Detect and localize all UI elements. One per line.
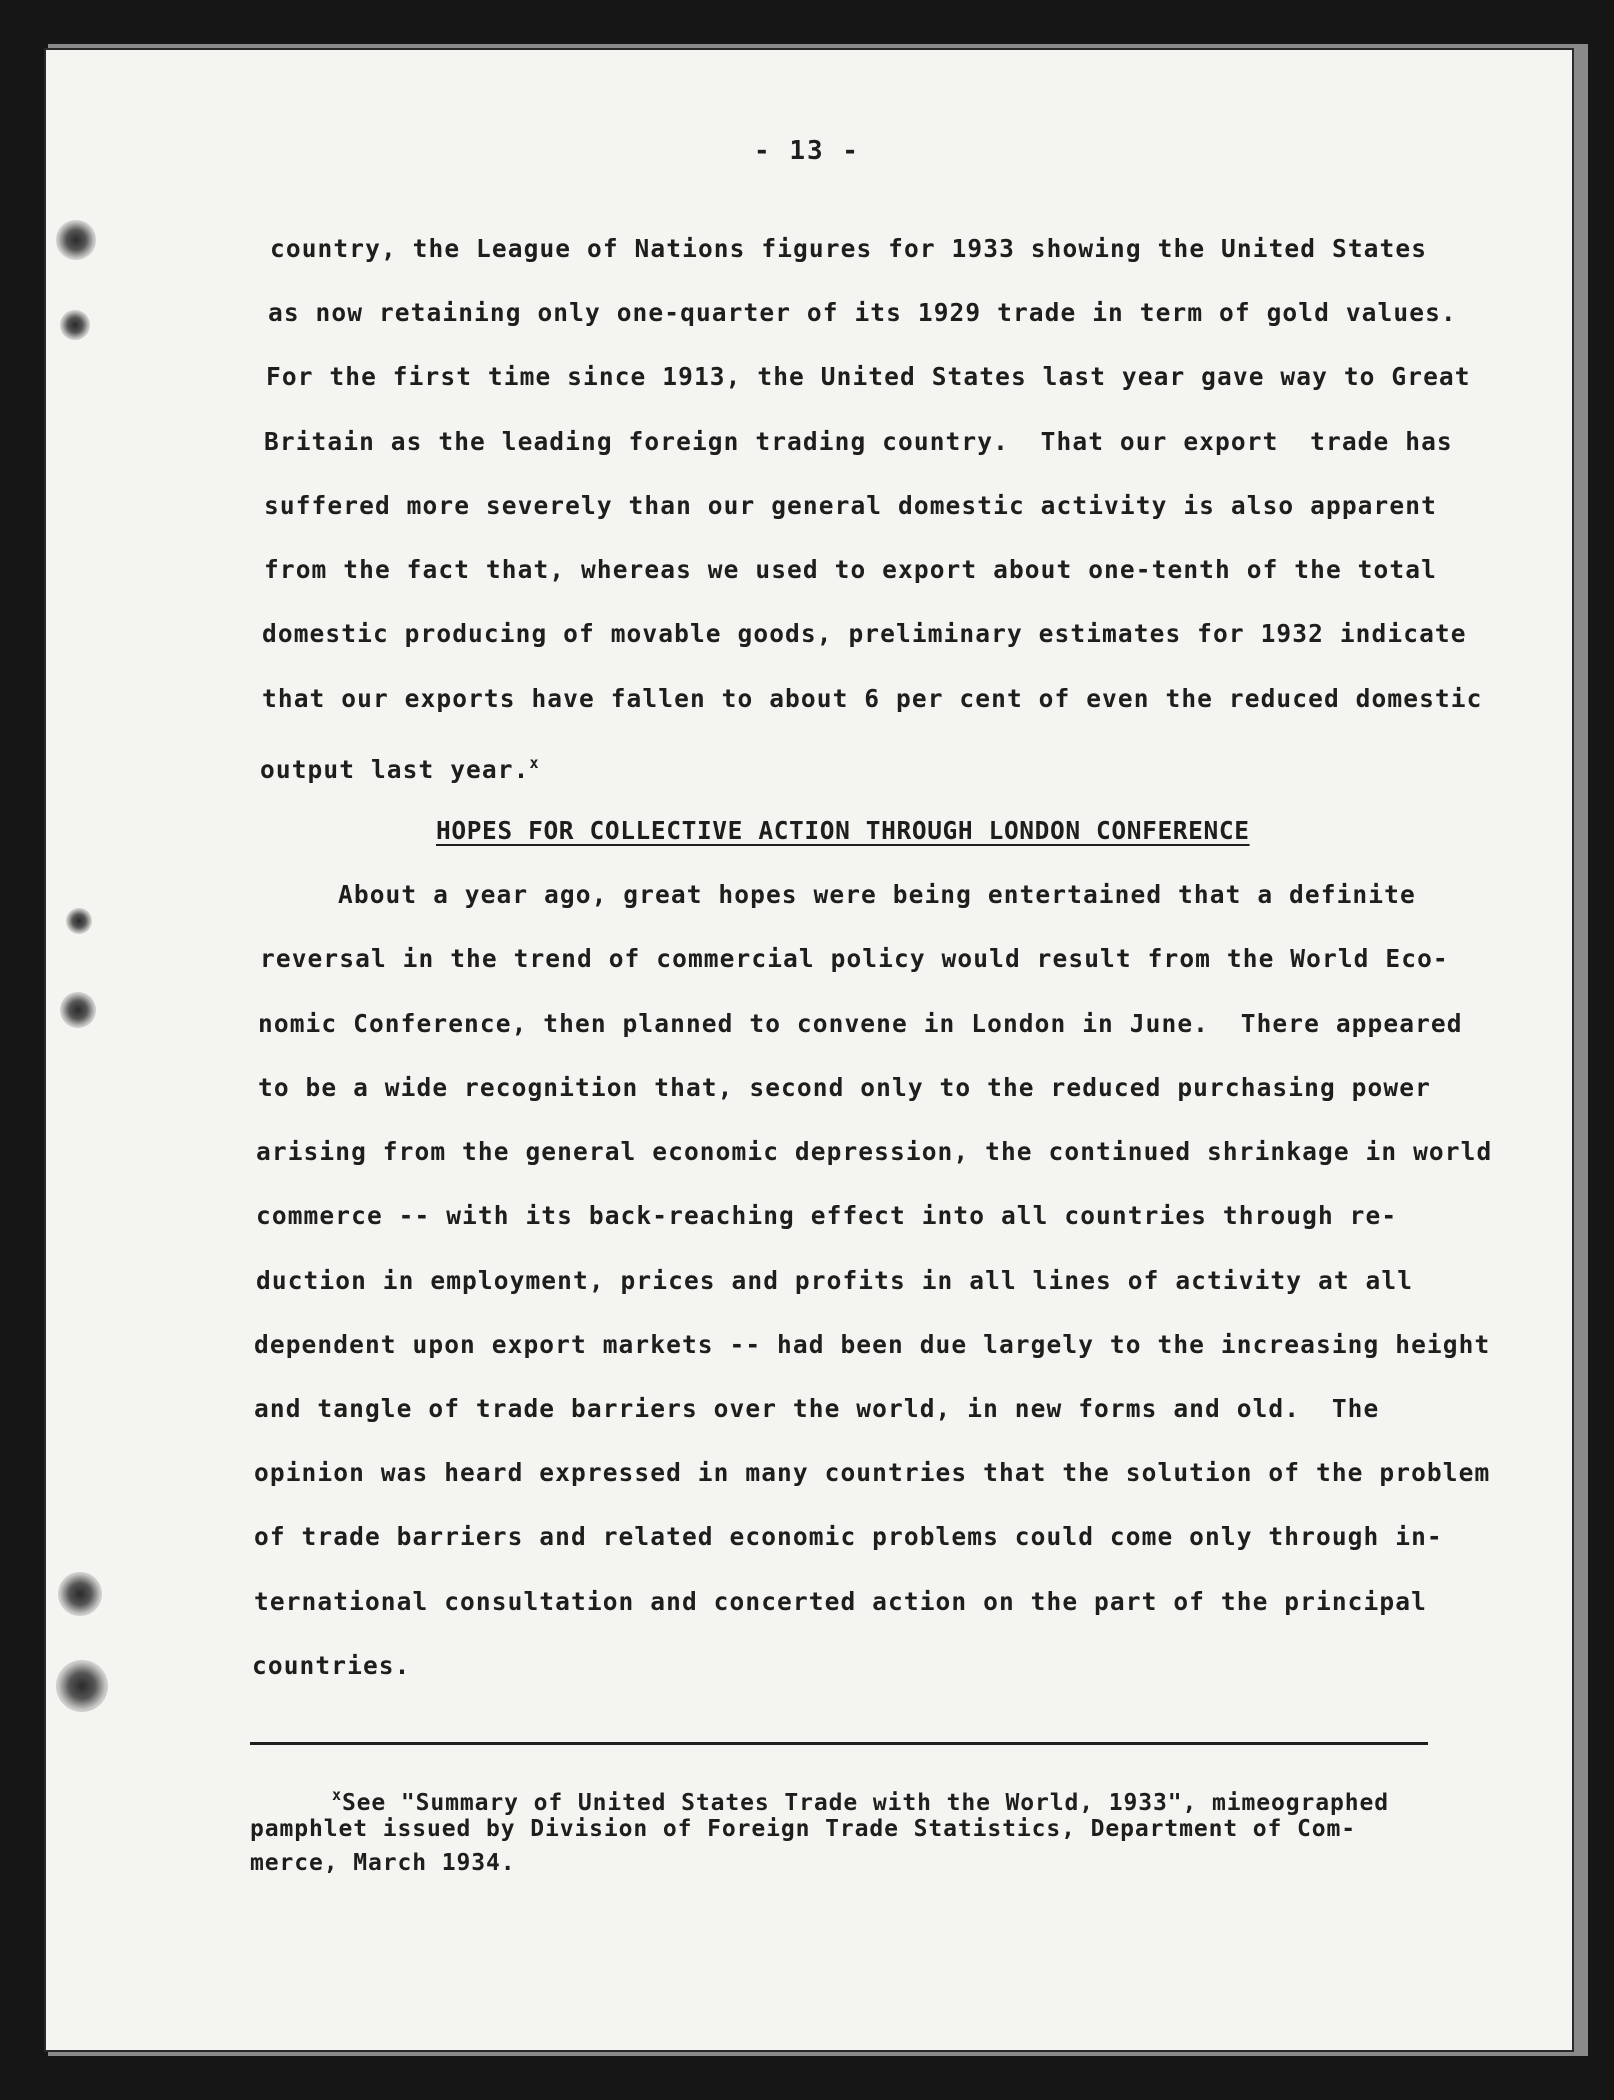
- paragraph-1-line: output last year.: [260, 755, 530, 784]
- footnote-line: [332, 1780, 1389, 1818]
- paragraph-1-line: suffered more severely than our general domestic activity is also apparent: [264, 491, 1437, 520]
- footnote-marker: x: [332, 1786, 342, 1804]
- paragraph-2-line: About a year ago, great hopes were being entertained that a definite: [338, 880, 1416, 909]
- footnote-divider: [250, 1742, 1428, 1745]
- footnote-text: See "Summary of United States Trade with the World, 1933", mimeographed: [341, 1790, 1389, 1816]
- paragraph-2-line: countries.: [252, 1651, 411, 1680]
- paragraph-2-line: opinion was heard expressed in many countries that the solution of the problem: [254, 1458, 1491, 1487]
- page-number: - 13 -: [754, 136, 860, 166]
- footnote-reference: x: [529, 754, 540, 772]
- paragraph-1-line: domestic producing of movable goods, preliminary estimates for 1932 indicate: [262, 619, 1467, 648]
- paragraph-1-line: that our exports have fallen to about 6 per cent of even the reduced domestic: [262, 684, 1483, 713]
- paragraph-2-line: reversal in the trend of commercial policy would result from the World Eco-: [260, 944, 1449, 973]
- paragraph-2-line: commerce -- with its back-reaching effect into all countries through re-: [256, 1201, 1398, 1230]
- paragraph-2-line: to be a wide recognition that, second only to the reduced purchasing power: [258, 1073, 1431, 1102]
- paragraph-1-last-line: [260, 748, 540, 785]
- paragraph-1-line: Britain as the leading foreign trading country. That our export trade has: [264, 427, 1453, 456]
- paragraph-2-line: of trade barriers and related economic problems could come only through in-: [254, 1522, 1443, 1551]
- paragraph-1-line: from the fact that, whereas we used to export about one-tenth of the total: [264, 555, 1437, 584]
- paragraph-1-line: For the first time since 1913, the United States last year gave way to Great: [266, 362, 1471, 391]
- paragraph-1-line: as now retaining only one-quarter of its 1929 trade in term of gold values.: [268, 298, 1457, 327]
- paragraph-2-line: ternational consultation and concerted action on the part of the principal: [254, 1587, 1427, 1616]
- paragraph-2-line: nomic Conference, then planned to convene in London in June. There appeared: [258, 1009, 1463, 1038]
- footnote-line: pamphlet issued by Division of Foreign Trade Statistics, Department of Com-: [250, 1816, 1357, 1842]
- section-heading: HOPES FOR COLLECTIVE ACTION THROUGH LONDON CONFERENCE: [436, 816, 1250, 845]
- paragraph-2-line: duction in employment, prices and profits in all lines of activity at all: [256, 1266, 1414, 1295]
- paragraph-2-line: arising from the general economic depression, the continued shrinkage in world: [256, 1137, 1493, 1166]
- paragraph-2-line: and tangle of trade barriers over the world, in new forms and old. The: [254, 1394, 1380, 1423]
- paragraph-1-line: country, the League of Nations figures for 1933 showing the United States: [270, 234, 1428, 263]
- paragraph-2-line: dependent upon export markets -- had been due largely to the increasing height: [254, 1330, 1491, 1359]
- footnote-line: merce, March 1934.: [250, 1850, 516, 1876]
